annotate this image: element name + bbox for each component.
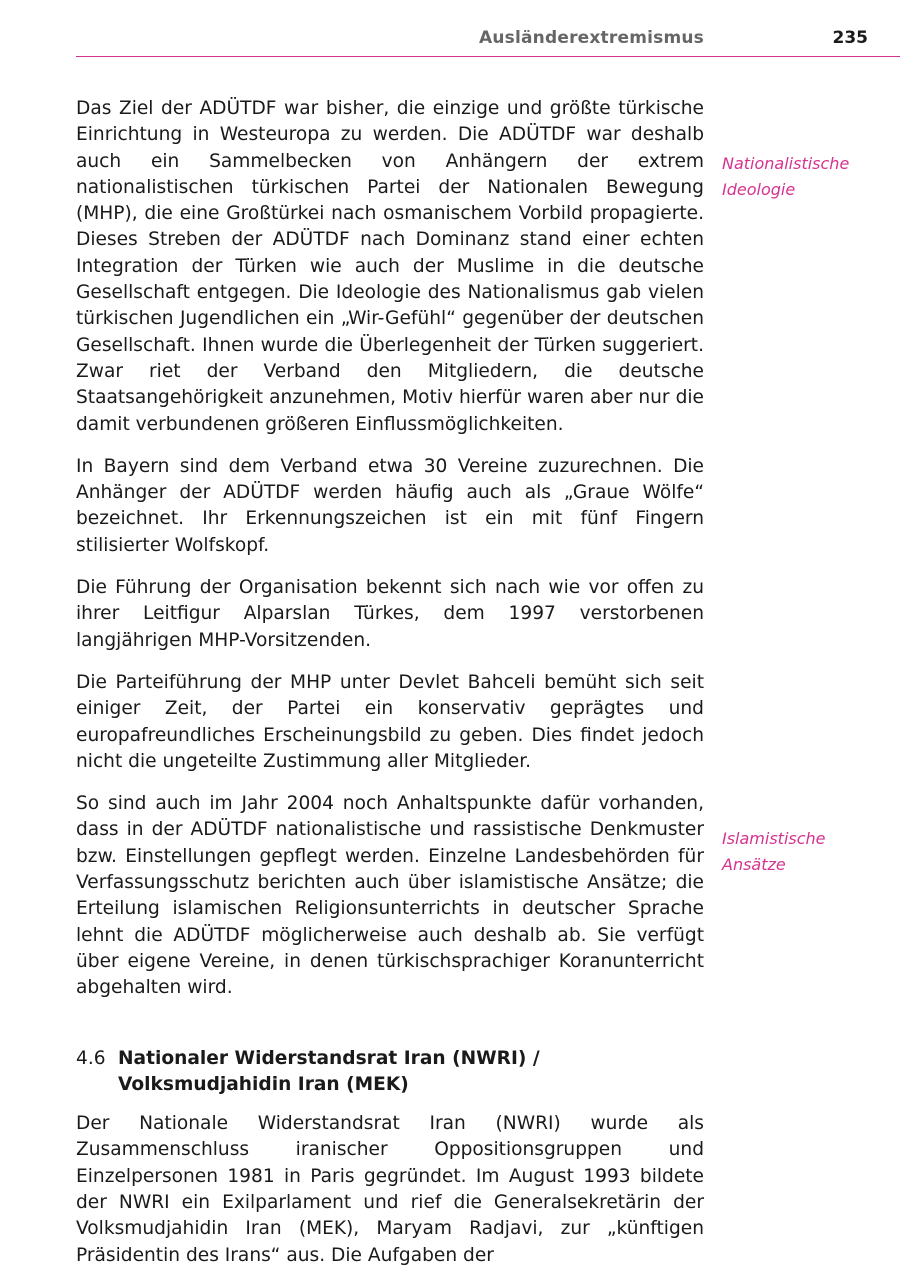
- paragraph-bavaria-associations: In Bayern sind dem Verband etwa 30 Vereine zuzurechnen. Die Anhänger der ADÜTDF werden häufig auch als „Graue Wölfe“ bezeichnet. Ihr Erkennungszeichen ist ein mit fünf Fingern stilisierter Wolfskopf.: [76, 455, 704, 556]
- margin-note-islamist-approaches: [722, 826, 892, 879]
- header-divider: [76, 56, 900, 57]
- running-header-title: Ausländerextremismus: [479, 28, 704, 48]
- paragraph-2004-indications: So sind auch im Jahr 2004 noch Anhaltspunkte dafür vorhanden, dass in der ADÜTDF nationalistische und rassistische Denkmuster bzw. Einstellungen gepflegt werden. Einzelne Landesbehörden für Verfassungsschutz berichten auch über islamistische Ansätze; die Erteilung islamischen Religionsunterrichts in deutscher Sprache lehnt die ADÜTDF möglicherweise auch deshalb ab. Sie verfügt über eigene Vereine, in denen türkischsprachiger Koranunterricht abgehalten wird.: [76, 793, 704, 999]
- margin-note-nationalist-ideology: [722, 151, 892, 204]
- paragraph-leadership: Die Führung der Organisation bekennt sich nach wie vor offen zu ihrer Leitfigur Alparslan Türkes, dem 1997 verstorbenen langjährigen MHP-Vorsitzenden.: [76, 577, 704, 651]
- paragraph-party-leadership: Die Parteiführung der MHP unter Devlet Bahceli bemüht sich seit einiger Zeit, der Partei ein konservativ geprägtes und europafreundliches Erscheinungsbild zu geben. Dies findet jedoch nicht die ungeteilte Zustimmung aller Mitglieder.: [76, 671, 704, 772]
- main-text: [76, 96, 704, 1285]
- margin-note-line: Islamistische: [722, 829, 826, 848]
- margin-note-line: Ansätze: [722, 855, 786, 875]
- section-title: Nationaler Widerstandsrat Iran (NWRI) / Volksmudjahidin Iran (MEK): [118, 1047, 540, 1095]
- margin-note-line: Nationalistische: [722, 154, 850, 173]
- margin-note-line: Ideologie: [722, 180, 796, 200]
- paragraph-nwri: Der Nationale Widerstandsrat Iran (NWRI) wurde als Zusammenschluss iranischer Oppositionsgruppen und Einzelpersonen 1981 in Paris gegründet. Im August 1993 bildete der NWRI ein Exilparlament und rief die Generalsekretärin der Volksmudjahidin Iran (MEK), Maryam Radjavi, zur „künftigen Präsidentin des Irans“ aus. Die Aufgaben der: [76, 1113, 704, 1266]
- page-number: 235: [832, 28, 868, 48]
- paragraph-adutdf-goal: Das Ziel der ADÜTDF war bisher, die einzige und größte türkische Einrichtung in Westeuropa zu werden. Die ADÜTDF war deshalb auch ein Sammelbecken von Anhängern der extrem nationalistischen türkischen Partei der Nationalen Bewegung (MHP), die eine Großtürkei nach osmanischem Vorbild propagierte. Dieses Streben der ADÜTDF nach Dominanz stand einer echten Integration der Türken wie auch der Muslime in die deutsche Gesellschaft entgegen. Die Ideologie des Nationalismus gab vielen türkischen Jugendlichen ein „Wir-Gefühl“ gegenüber der deutschen Gesellschaft. Ihnen wurde die Überlegenheit der Türken suggeriert. Zwar riet der Verband den Mitgliedern, die deutsche Staatsangehörigkeit anzunehmen, Motiv hierfür waren aber nur die damit verbundenen größeren Einflussmöglichkeiten.: [76, 98, 704, 435]
- section-heading: [76, 1046, 704, 1099]
- section-number: 4.6: [76, 1047, 106, 1069]
